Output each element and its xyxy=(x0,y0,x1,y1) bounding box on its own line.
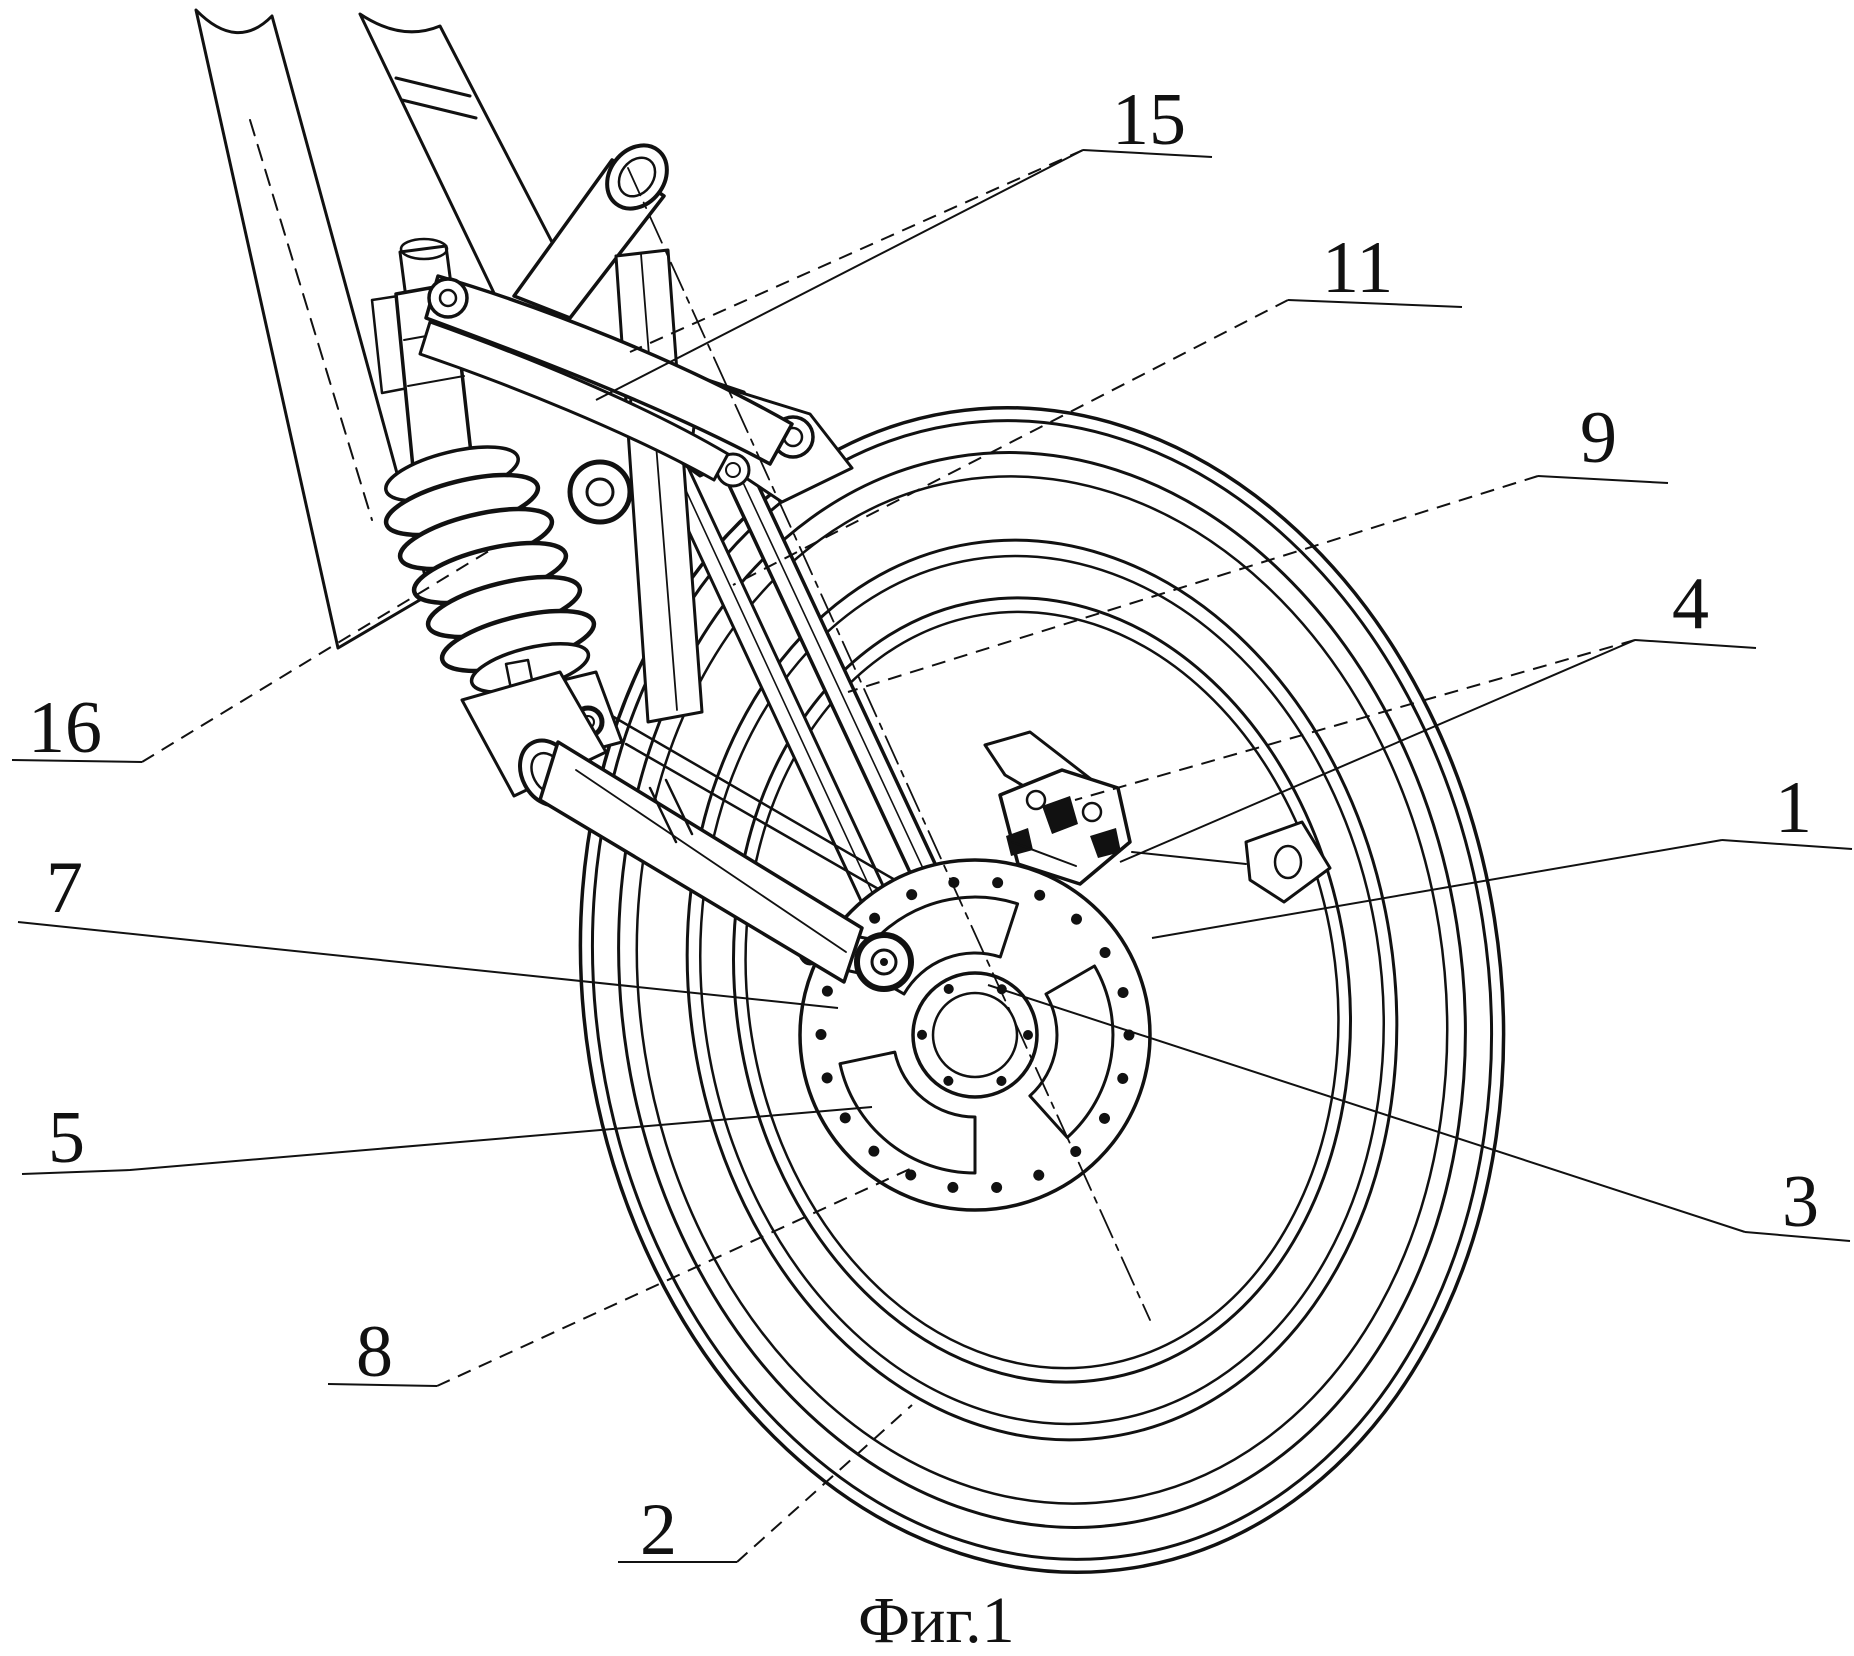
callout-label-15: 15 xyxy=(1112,79,1186,161)
callout-label-5: 5 xyxy=(48,1097,85,1179)
callout-label-4: 4 xyxy=(1672,563,1709,645)
callout-label-1: 1 xyxy=(1775,767,1812,849)
leader-4-a xyxy=(1075,640,1635,800)
callout-label-8: 8 xyxy=(356,1311,393,1393)
leader-7 xyxy=(18,922,838,1008)
caliper-bolt-2 xyxy=(1083,803,1101,821)
callout-label-9: 9 xyxy=(1580,397,1617,479)
callout-label-11: 11 xyxy=(1322,227,1394,309)
coil-spring xyxy=(381,436,600,702)
disc-rotor xyxy=(800,860,1150,1210)
callout-label-16: 16 xyxy=(28,687,102,769)
leader-1 xyxy=(1152,840,1722,938)
rocker-pivot-shock xyxy=(429,279,467,317)
callout-label-3: 3 xyxy=(1782,1161,1819,1243)
callout-label-2: 2 xyxy=(640,1489,677,1571)
rotor-hub-flange xyxy=(913,973,1037,1097)
leader-4-b xyxy=(1120,640,1635,862)
caliper-bolt xyxy=(1027,791,1045,809)
leader-15-a xyxy=(630,150,1083,352)
leader-9 xyxy=(848,476,1538,692)
figure-caption: Фиг.1 xyxy=(858,1584,1015,1656)
callout-label-7: 7 xyxy=(46,847,83,929)
leader-5 xyxy=(22,1107,872,1174)
leader-8 xyxy=(437,1168,912,1386)
